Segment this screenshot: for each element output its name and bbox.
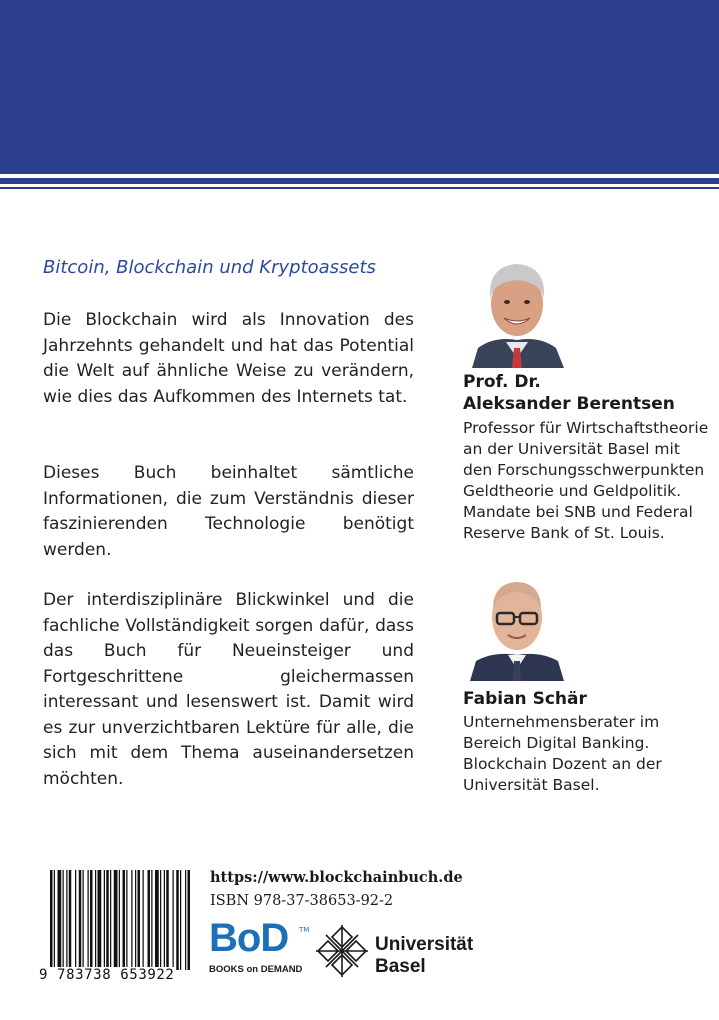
author-title: Prof. Dr. xyxy=(463,372,541,392)
author-name-schaer: Fabian Schär xyxy=(463,689,587,709)
top-color-band xyxy=(0,0,719,174)
university-basel-wordmark xyxy=(375,934,473,978)
book-subtitle: Bitcoin, Blockchain und Kryptoassets xyxy=(43,257,376,278)
university-line-2: Basel xyxy=(375,956,426,977)
blurb-paragraph-1: Die Blockchain wird als Innovation des Jahrzehnts gehandelt und hat das Potential die Welt auf ähnliche Weise zu verändern, wie dies das Aufkommen des Internets tat. xyxy=(43,310,414,407)
bod-trademark: TM xyxy=(299,926,310,934)
barcode-digits: 9 783738 653922 xyxy=(39,967,175,983)
author-photo-berentsen xyxy=(464,258,570,368)
blurb-paragraph-2: Dieses Buch beinhaltet sämtliche Informationen, die zum Verständnis dieser faszinierenden Technologie benötigt werden. xyxy=(43,463,414,560)
author-bio-schaer: Unternehmensberater im Bereich Digital Banking. Blockchain Dozent an der Universität Basel. xyxy=(463,713,662,794)
university-basel-emblem-icon xyxy=(316,925,368,977)
bod-logo xyxy=(209,916,310,978)
divider-stripe-thick xyxy=(0,178,719,184)
bod-logo-wordmark: BoD xyxy=(209,916,289,960)
blurb-paragraph-3: Der interdisziplinäre Blickwinkel und die fachliche Vollständigkeit sorgen dafür, dass das Buch für Neueinsteiger und Fortgeschrittene gleichermassen interessant und lesenswert ist. Damit wird es zur unverzichtbaren Lektüre für alle, die sich mit dem Thema auseinandersetzen möchten. xyxy=(43,590,414,789)
bod-logo-tagline: BOOKS on DEMAND xyxy=(209,964,303,975)
website-url[interactable]: https://www.blockchainbuch.de xyxy=(210,869,463,886)
author-name-berentsen xyxy=(463,371,675,415)
isbn-number: ISBN 978-37-38653-92-2 xyxy=(210,893,394,909)
university-line-1: Universität xyxy=(375,934,474,955)
author-bio-berentsen: Professor für Wirtschaftstheorie an der Universität Basel mit den Forschungsschwerpunkten Geldtheorie und Geldpolitik. Mandate bei SNB und Federal Reserve Bank of St. Louis. xyxy=(463,419,709,542)
divider-stripe-thin xyxy=(0,187,719,189)
author-full-name: Aleksander Berentsen xyxy=(463,394,675,414)
author-photo-schaer xyxy=(464,577,570,681)
